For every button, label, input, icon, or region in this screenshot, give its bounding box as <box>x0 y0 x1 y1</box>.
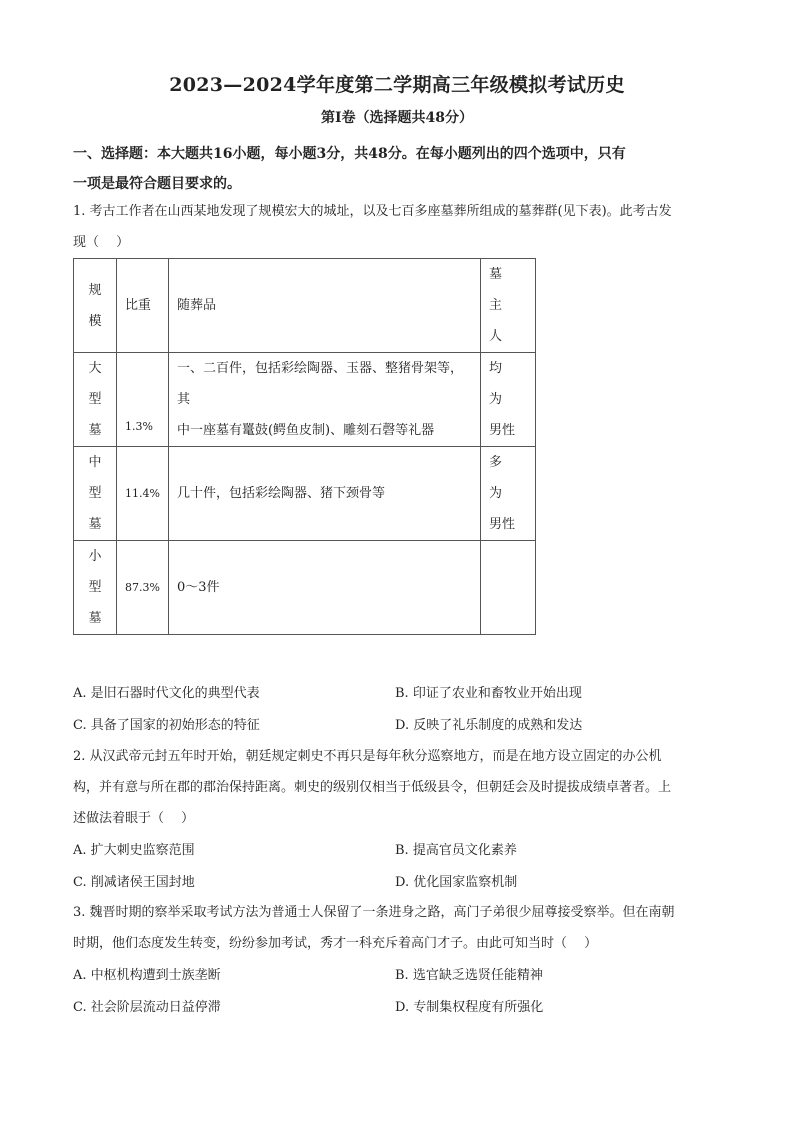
question-1-stem <box>73 196 725 258</box>
cell-goods: 一、二百件，包括彩绘陶器、玉器、整猪骨架等， 其 中一座墓有鼍鼓(鳄鱼皮制)、雕刻石磬等礼器 <box>168 353 480 447</box>
header-goods: 随葬品 <box>168 259 480 353</box>
section-line: 一项是最符合题目要求的。 <box>73 176 241 192</box>
section-line: 一、选择题：本大题共16小题，每小题3分，共48分。在每小题列出的四个选项中，只有 <box>73 146 626 162</box>
cell-scale: 小 型 墓 <box>74 541 117 635</box>
question-line: 3. 魏晋时期的察举采取考试方法为普通士人保留了一条进身之路，高门子弟很少屈尊接受察举。但在南朝 <box>73 905 675 920</box>
cell-scale: 大 型 墓 <box>74 353 117 447</box>
option-b[interactable]: B. 印证了农业和畜牧业开始出现 <box>395 686 582 701</box>
question-3-stem <box>73 897 725 959</box>
option-d[interactable]: D. 反映了礼乐制度的成熟和发达 <box>395 718 583 733</box>
question-line: 2. 从汉武帝元封五年时开始，朝廷规定刺史不再只是每年秋分巡察地方，而是在地方设立固定的办公机 <box>73 749 662 764</box>
cell-ratio: 1.3% <box>117 353 169 447</box>
question-line: 时期，他们态度发生转变，纷纷参加考试，秀才一科充斥着高门才子。由此可知当时（ ） <box>73 936 598 951</box>
table-row <box>74 353 536 447</box>
option-c[interactable]: C. 社会阶层流动日益停滞 <box>73 1000 221 1015</box>
option-a[interactable]: A. 中枢机构遭到士族垄断 <box>73 968 221 983</box>
option-a[interactable]: A. 是旧石器时代文化的典型代表 <box>73 686 260 701</box>
header-scale: 规 模 <box>74 259 117 353</box>
cell-owner <box>480 541 535 635</box>
cell-owner: 多 为 男性 <box>480 447 535 541</box>
question-line: 述做法着眼于（ ） <box>73 811 195 826</box>
section-instructions <box>73 139 725 199</box>
question-line: 现（ ） <box>73 235 130 250</box>
cell-owner: 均 为 男性 <box>480 353 535 447</box>
cell-goods: 几十件，包括彩绘陶器、猪下颈骨等 <box>168 447 480 541</box>
cell-goods: 0～3件 <box>168 541 480 635</box>
question-line: 构，并有意与所在郡的郡治保持距离。刺史的级别仅相当于低级县令，但朝廷会及时提拔成绩卓著者。上 <box>73 780 672 795</box>
option-a[interactable]: A. 扩大刺史监察范围 <box>73 843 195 858</box>
table-row <box>74 541 536 635</box>
header-ratio: 比重 <box>117 259 169 353</box>
option-c[interactable]: C. 具备了国家的初始形态的特征 <box>73 718 260 733</box>
cell-scale: 中 型 墓 <box>74 447 117 541</box>
option-b[interactable]: B. 选官缺乏选贤任能精神 <box>395 968 543 983</box>
cell-ratio: 11.4% <box>117 447 169 541</box>
table-row <box>74 447 536 541</box>
option-c[interactable]: C. 削减诸侯王国封地 <box>73 875 195 890</box>
option-b[interactable]: B. 提高官员文化素养 <box>395 843 517 858</box>
exam-subtitle: 第Ⅰ卷（选择题共48分） <box>320 110 474 126</box>
header-owner: 墓 主 人 <box>480 259 535 353</box>
option-d[interactable]: D. 专制集权程度有所强化 <box>395 1000 544 1015</box>
table-header-row <box>74 259 536 353</box>
tomb-table <box>73 258 536 635</box>
question-line: 1. 考古工作者在山西某地发现了规模宏大的城址，以及七百多座墓葬所组成的墓葬群(见下表)。此考古发 <box>73 204 672 219</box>
cell-ratio: 87.3% <box>117 541 169 635</box>
question-2-stem <box>73 741 725 834</box>
option-d[interactable]: D. 优化国家监察机制 <box>395 875 518 890</box>
exam-title: 2023—2024学年度第二学期高三年级模拟考试历史 <box>169 74 625 96</box>
